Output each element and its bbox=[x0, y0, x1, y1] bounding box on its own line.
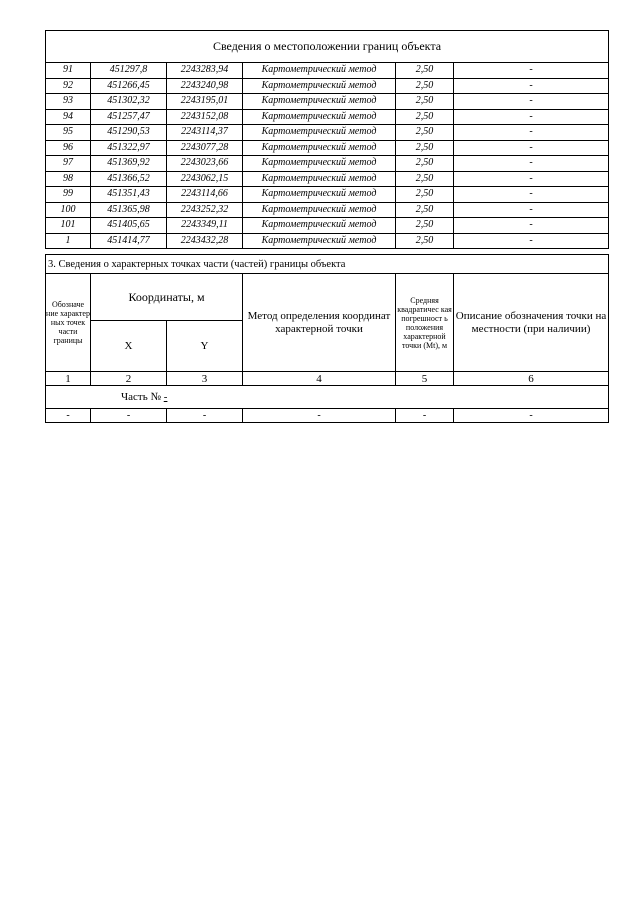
empty-cell: - bbox=[46, 409, 91, 423]
table-row bbox=[46, 171, 609, 187]
accuracy: 2,50 bbox=[396, 78, 454, 94]
coordinate-y: 2243077,28 bbox=[167, 140, 243, 156]
accuracy: 2,50 bbox=[396, 202, 454, 218]
coordinate-x: 451351,43 bbox=[91, 187, 167, 203]
header-point-designation: Обозначе ние характер ных точек части границы bbox=[46, 274, 91, 372]
coordinate-y: 2243240,98 bbox=[167, 78, 243, 94]
header-method: Метод определения координат характерной точки bbox=[243, 274, 396, 372]
point-number: 95 bbox=[46, 125, 91, 141]
description: - bbox=[454, 94, 609, 110]
header-accuracy: Средняя квадратичес кая погрешност ь положения характерной точки (Mt), м bbox=[396, 274, 454, 372]
coordinate-y: 2243023,66 bbox=[167, 156, 243, 172]
table-row bbox=[46, 125, 609, 141]
section-title: 3. Сведения о характерных точках части (частей) границы объекта bbox=[46, 255, 609, 274]
accuracy: 2,50 bbox=[396, 94, 454, 110]
method: Картометрический метод bbox=[243, 109, 396, 125]
empty-cell: - bbox=[454, 409, 609, 423]
coordinate-x: 451302,32 bbox=[91, 94, 167, 110]
header-x: X bbox=[91, 321, 167, 372]
accuracy: 2,50 bbox=[396, 125, 454, 141]
empty-cell: - bbox=[396, 409, 454, 423]
accuracy: 2,50 bbox=[396, 233, 454, 249]
table-row bbox=[46, 202, 609, 218]
description: - bbox=[454, 78, 609, 94]
empty-cell: - bbox=[167, 409, 243, 423]
accuracy: 2,50 bbox=[396, 171, 454, 187]
coordinate-y: 2243195,01 bbox=[167, 94, 243, 110]
accuracy: 2,50 bbox=[396, 109, 454, 125]
point-number: 94 bbox=[46, 109, 91, 125]
method: Картометрический метод bbox=[243, 78, 396, 94]
point-number: 98 bbox=[46, 171, 91, 187]
description: - bbox=[454, 140, 609, 156]
method: Картометрический метод bbox=[243, 218, 396, 234]
header-y: Y bbox=[167, 321, 243, 372]
method: Картометрический метод bbox=[243, 187, 396, 203]
method: Картометрический метод bbox=[243, 156, 396, 172]
method: Картометрический метод bbox=[243, 202, 396, 218]
table-row bbox=[46, 187, 609, 203]
description: - bbox=[454, 63, 609, 79]
column-number: 3 bbox=[167, 372, 243, 386]
method: Картометрический метод bbox=[243, 94, 396, 110]
coordinate-x: 451257,47 bbox=[91, 109, 167, 125]
coordinate-y: 2243252,32 bbox=[167, 202, 243, 218]
coordinate-x: 451414,77 bbox=[91, 233, 167, 249]
accuracy: 2,50 bbox=[396, 218, 454, 234]
table-row bbox=[46, 140, 609, 156]
description: - bbox=[454, 156, 609, 172]
column-number: 1 bbox=[46, 372, 91, 386]
description: - bbox=[454, 109, 609, 125]
coordinate-x: 451369,92 bbox=[91, 156, 167, 172]
coordinate-y: 2243432,28 bbox=[167, 233, 243, 249]
point-number: 93 bbox=[46, 94, 91, 110]
accuracy: 2,50 bbox=[396, 187, 454, 203]
coordinate-x: 451290,53 bbox=[91, 125, 167, 141]
table-row bbox=[46, 156, 609, 172]
coordinate-x: 451266,45 bbox=[91, 78, 167, 94]
coordinate-y: 2243062,15 bbox=[167, 171, 243, 187]
point-number: 1 bbox=[46, 233, 91, 249]
accuracy: 2,50 bbox=[396, 140, 454, 156]
table-title: Сведения о местоположении границ объекта bbox=[46, 31, 609, 63]
coordinate-x: 451405,65 bbox=[91, 218, 167, 234]
part-boundary-points-table bbox=[45, 254, 609, 423]
method: Картометрический метод bbox=[243, 140, 396, 156]
coordinate-y: 2243152,08 bbox=[167, 109, 243, 125]
description: - bbox=[454, 125, 609, 141]
method: Картометрический метод bbox=[243, 171, 396, 187]
coordinate-y: 2243114,66 bbox=[167, 187, 243, 203]
coordinate-x: 451365,98 bbox=[91, 202, 167, 218]
header-description: Описание обозначения точки на местности (при наличии) bbox=[454, 274, 609, 372]
table-row bbox=[46, 233, 609, 249]
coordinate-y: 2243349,11 bbox=[167, 218, 243, 234]
table-row bbox=[46, 218, 609, 234]
part-label-cell bbox=[46, 386, 609, 409]
point-number: 91 bbox=[46, 63, 91, 79]
coordinate-x: 451366,52 bbox=[91, 171, 167, 187]
description: - bbox=[454, 187, 609, 203]
description: - bbox=[454, 218, 609, 234]
point-number: 100 bbox=[46, 202, 91, 218]
table-row bbox=[46, 109, 609, 125]
point-number: 96 bbox=[46, 140, 91, 156]
table-row bbox=[46, 94, 609, 110]
empty-cell: - bbox=[243, 409, 396, 423]
empty-cell: - bbox=[91, 409, 167, 423]
point-number: 99 bbox=[46, 187, 91, 203]
table-row bbox=[46, 78, 609, 94]
point-number: 101 bbox=[46, 218, 91, 234]
table-row bbox=[46, 63, 609, 79]
description: - bbox=[454, 171, 609, 187]
column-number: 2 bbox=[91, 372, 167, 386]
part-number: - bbox=[163, 391, 168, 403]
method: Картометрический метод bbox=[243, 63, 396, 79]
header-coordinates: Координаты, м bbox=[91, 274, 243, 321]
method: Картометрический метод bbox=[243, 233, 396, 249]
description: - bbox=[454, 233, 609, 249]
method: Картометрический метод bbox=[243, 125, 396, 141]
column-number: 5 bbox=[396, 372, 454, 386]
part-label: Часть № bbox=[121, 391, 161, 403]
point-number: 97 bbox=[46, 156, 91, 172]
coordinate-x: 451297,8 bbox=[91, 63, 167, 79]
coordinate-x: 451322,97 bbox=[91, 140, 167, 156]
accuracy: 2,50 bbox=[396, 156, 454, 172]
column-number: 4 bbox=[243, 372, 396, 386]
boundary-location-table bbox=[45, 30, 609, 249]
coordinate-y: 2243283,94 bbox=[167, 63, 243, 79]
column-number: 6 bbox=[454, 372, 609, 386]
description: - bbox=[454, 202, 609, 218]
coordinate-y: 2243114,37 bbox=[167, 125, 243, 141]
accuracy: 2,50 bbox=[396, 63, 454, 79]
point-number: 92 bbox=[46, 78, 91, 94]
